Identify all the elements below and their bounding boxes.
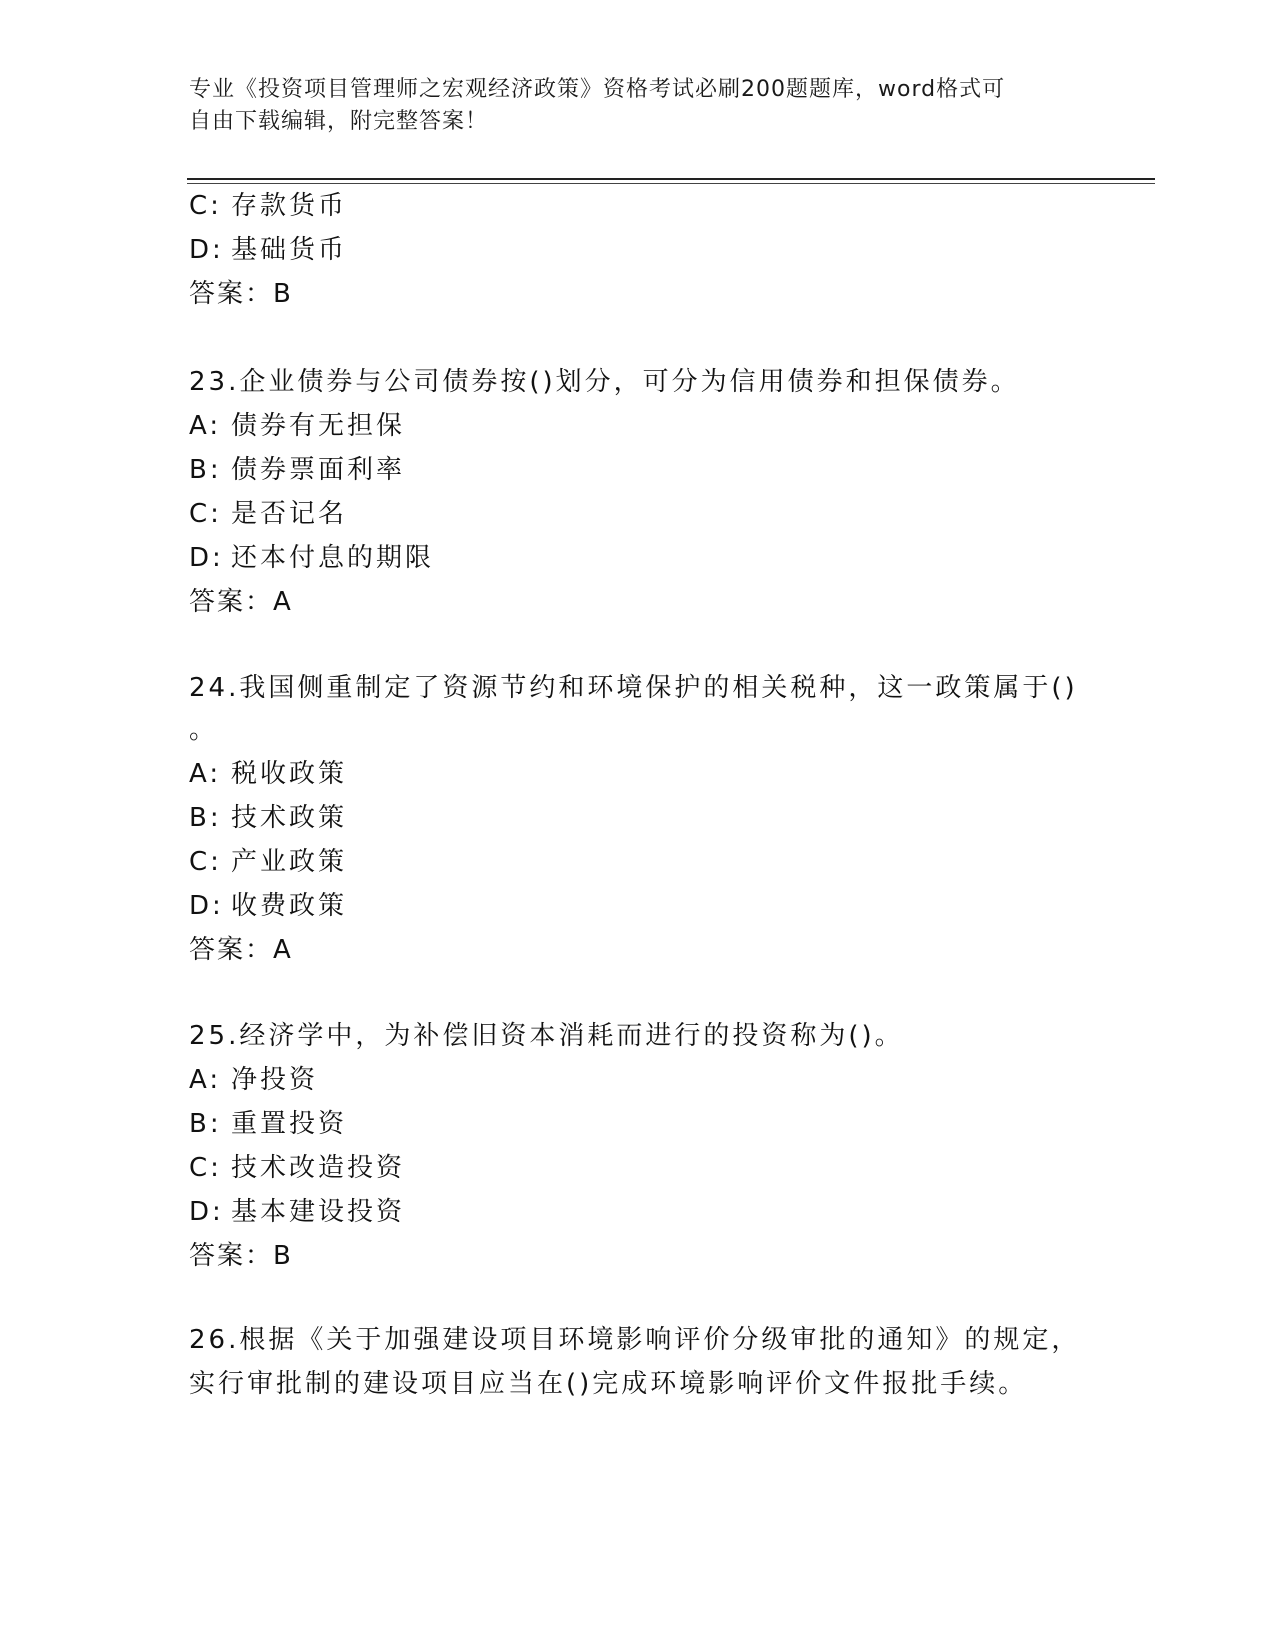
- option-key: C:: [189, 1153, 222, 1183]
- option-text: 是否记名: [231, 499, 348, 529]
- option-key: C:: [189, 191, 222, 221]
- option-key: D:: [189, 235, 224, 265]
- header-rule-thick: [187, 178, 1155, 180]
- option-b: [189, 453, 405, 487]
- option-text: 税收政策: [231, 759, 348, 789]
- option-text: 重置投资: [231, 1109, 348, 1139]
- option-a: [189, 757, 347, 791]
- option-c: [189, 189, 347, 223]
- option-c: [189, 497, 347, 531]
- option-key: D:: [189, 891, 224, 921]
- option-c: [189, 845, 347, 879]
- header-rule-thin: [187, 183, 1155, 184]
- option-text: 产业政策: [231, 847, 348, 877]
- option-key: B:: [189, 1109, 222, 1139]
- option-text: 还本付息的期限: [231, 543, 435, 573]
- question-24-stem: 24.我国侧重制定了资源节约和环境保护的相关税种，这一政策属于(): [189, 673, 1078, 703]
- question-24-stem-cont: 。: [189, 715, 219, 745]
- option-text: 净投资: [231, 1065, 319, 1095]
- answer-23: 答案：A: [189, 587, 293, 617]
- option-a: [189, 1063, 318, 1097]
- option-b: [189, 801, 347, 835]
- answer-25: 答案：B: [189, 1241, 293, 1271]
- document-header: [189, 74, 1069, 138]
- option-key: A:: [189, 759, 222, 789]
- question-23-stem: 23.企业债券与公司债券按()划分，可分为信用债券和担保债券。: [189, 367, 1020, 397]
- option-text: 技术改造投资: [231, 1153, 406, 1183]
- option-key: D:: [189, 543, 224, 573]
- option-text: 基本建设投资: [231, 1197, 406, 1227]
- question-26-stem: 26.根据《关于加强建设项目环境影响评价分级审批的通知》的规定，: [189, 1325, 1081, 1355]
- question-26-stem-cont: 实行审批制的建设项目应当在()完成环境影响评价文件报批手续。: [189, 1369, 1028, 1399]
- option-c: [189, 1151, 405, 1185]
- question-25-stem: 25.经济学中，为补偿旧资本消耗而进行的投资称为()。: [189, 1021, 904, 1051]
- option-b: [189, 1107, 347, 1141]
- option-d: [189, 1195, 405, 1229]
- header-line-1: 专业《投资项目管理师之宏观经济政策》资格考试必刷200题题库，word格式可: [189, 77, 1006, 102]
- option-text: 技术政策: [231, 803, 348, 833]
- option-key: C:: [189, 499, 222, 529]
- option-key: C:: [189, 847, 222, 877]
- option-d: [189, 541, 434, 575]
- header-line-2: 自由下载编辑，附完整答案！: [189, 109, 489, 134]
- option-text: 债券有无担保: [231, 411, 406, 441]
- option-key: D:: [189, 1197, 224, 1227]
- option-key: A:: [189, 1065, 222, 1095]
- option-text: 基础货币: [231, 235, 348, 265]
- option-a: [189, 409, 405, 443]
- option-text: 债券票面利率: [231, 455, 406, 485]
- option-text: 收费政策: [231, 891, 348, 921]
- answer-24: 答案：A: [189, 935, 293, 965]
- option-d: [189, 889, 347, 923]
- answer-22: 答案：B: [189, 279, 293, 309]
- option-key: B:: [189, 455, 222, 485]
- option-d: [189, 233, 347, 267]
- option-key: B:: [189, 803, 222, 833]
- option-key: A:: [189, 411, 222, 441]
- option-text: 存款货币: [231, 191, 348, 221]
